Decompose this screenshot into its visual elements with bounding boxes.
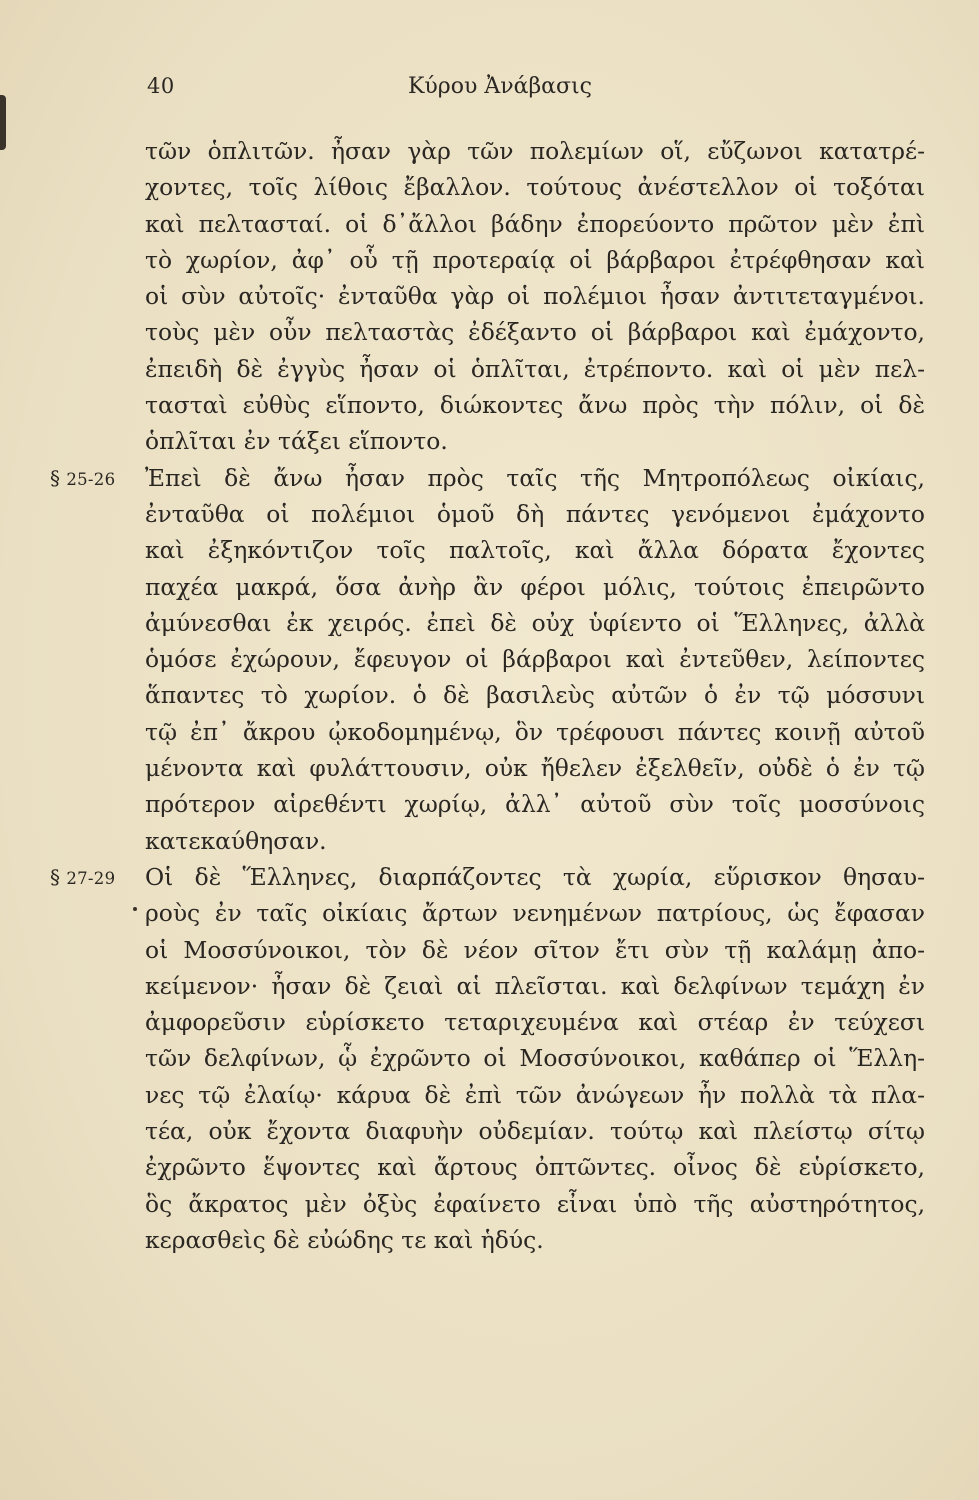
text-line: τοὺς μὲν οὖν πελταστὰς ἐδέξαντο οἱ βάρβαροι καὶ ἐμάχοντο, [145,318,925,347]
text-line: τὸ χωρίον, ἀφ᾽ οὗ τῇ προτεραίᾳ οἱ βάρβαροι ἐτρέφθησαν καὶ [145,245,925,274]
text-body [145,133,925,1258]
section-ref: 25-26 [66,469,116,489]
text-line: ὃς ἄκρατος μὲν ὀξὺς ἐφαίνετο εἶναι ὑπὸ τῆς αὐστηρότητος, [145,1189,925,1218]
text-line: ὁπλῖται ἐν τάξει εἵποντο. [145,427,448,456]
text-line: οἱ Μοσσύνοικοι, τὸν δὲ νέον σῖτον ἔτι σὺν τῇ καλάμῃ ἀπο- [145,935,925,964]
text-line: ἀμφορεῦσιν εὑρίσκετο τεταριχευμένα καὶ στέαρ ἐν τεύχεσι [145,1008,925,1037]
text-line: χοντες, τοῖς λίθοις ἔβαλλον. τούτους ἀνέστελλον οἱ τοξόται [145,173,925,202]
section-sign: § [50,865,61,889]
text-line: τῷ ἐπ᾽ ἄκρου ᾠκοδομημένῳ, ὃν τρέφουσι πάντες κοινῇ αὐτοῦ [145,717,925,746]
paragraph [145,460,925,859]
book-title: Κύρου Ἀνάβασις [407,74,592,99]
paragraph [145,133,925,460]
text-line: τῶν δελφίνων, ᾧ ἐχρῶντο οἱ Μοσσύνοικοι, καθάπερ οἱ Ἕλλη- [145,1044,925,1073]
text-line: κατεκαύθησαν. [145,826,327,855]
text-line: παχέα μακρά, ὅσα ἀνὴρ ἂν φέροι μόλις, τούτοις ἐπειρῶντο [145,572,925,601]
section-sign: § [50,465,61,490]
text-line: ροὺς ἐν ταῖς οἰκίαις ἄρτων νενημένων πατρίους, ὡς ἔφασαν [145,899,925,928]
margin-dot [133,907,137,911]
section-ref: 27-29 [66,869,116,888]
text-line: ἀμύνεσθαι ἐκ χειρός. ἐπεὶ δὲ οὐχ ὑφίεντο οἱ Ἕλληνες, ἀλλὰ [145,608,925,637]
text-line: νες τῷ ἐλαίῳ· κάρυα δὲ ἐπὶ τῶν ἀνώγεων ἦν πολλὰ τὰ πλα- [145,1080,925,1109]
paragraph [145,859,925,1258]
text-line: οἱ σὺν αὐτοῖς· ἐνταῦθα γὰρ οἱ πολέμιοι ἦσαν ἀντιτεταγμένοι. [145,282,925,311]
text-line: τασταὶ εὐθὺς εἵποντο, διώκοντες ἄνω πρὸς τὴν πόλιν, οἱ δὲ [145,391,925,420]
text-line: ὁμόσε ἐχώρουν, ἔφευγον οἱ βάρβαροι καὶ ἐντεῦθεν, λείποντες [145,645,925,674]
text-line: Ἐπεὶ δὲ ἄνω ἦσαν πρὸς ταῖς τῆς Μητροπόλεως οἰκίαις, [145,463,925,492]
text-line: καὶ ἐξηκόντιζον τοῖς παλτοῖς, καὶ ἄλλα δόρατα ἔχοντες [145,536,925,565]
text-line: ἐχρῶντο ἕψοντες καὶ ἄρτους ὀπτῶντες. οἶνος δὲ εὑρίσκετο, [145,1153,925,1182]
text-line: τῶν ὁπλιτῶν. ἦσαν γὰρ τῶν πολεμίων οἵ, εὔζωνοι κατατρέ- [145,137,925,165]
text-line: ἅπαντες τὸ χωρίον. ὁ δὲ βασιλεὺς αὐτῶν ὁ ἐν τῷ μόσσυνι [145,681,925,710]
section-marker [50,859,115,897]
text-line: μένοντα καὶ φυλάττουσιν, οὐκ ἤθελεν ἐξελθεῖν, οὐδὲ ὁ ἐν τῷ [145,754,925,783]
text-line: κείμενον· ἦσαν δὲ ζειαὶ αἱ πλεῖσται. καὶ δελφίνων τεμάχη ἐν [145,971,925,1000]
section-marker [50,460,115,498]
running-head [0,70,979,110]
text-line: πρότερον αἱρεθέντι χωρίῳ, ἀλλ᾽ αὐτοῦ σὺν τοῖς μοσσύνοις [145,790,925,819]
text-line: καὶ πελτασταί. οἱ δ᾽ἄλλοι βάδην ἐπορεύοντο πρῶτον μὲν ἐπὶ [145,209,925,238]
page-number: 40 [147,74,175,98]
text-line: Οἱ δὲ Ἕλληνες, διαρπάζοντες τὰ χωρία, εὕρισκον θησαυ- [145,862,925,891]
text-line: κερασθεὶς δὲ εὐώδης τε καὶ ἡδύς. [145,1225,544,1254]
text-line: τέα, οὐκ ἔχοντα διαφυὴν οὐδεμίαν. τούτῳ καὶ πλείστῳ σίτῳ [145,1117,925,1146]
text-line: ἐπειδὴ δὲ ἐγγὺς ἦσαν οἱ ὁπλῖται, ἐτρέποντο. καὶ οἱ μὲν πελ- [145,354,925,383]
text-line: ἐνταῦθα οἱ πολέμιοι ὁμοῦ δὴ πάντες γενόμενοι ἐμάχοντο [145,499,925,528]
